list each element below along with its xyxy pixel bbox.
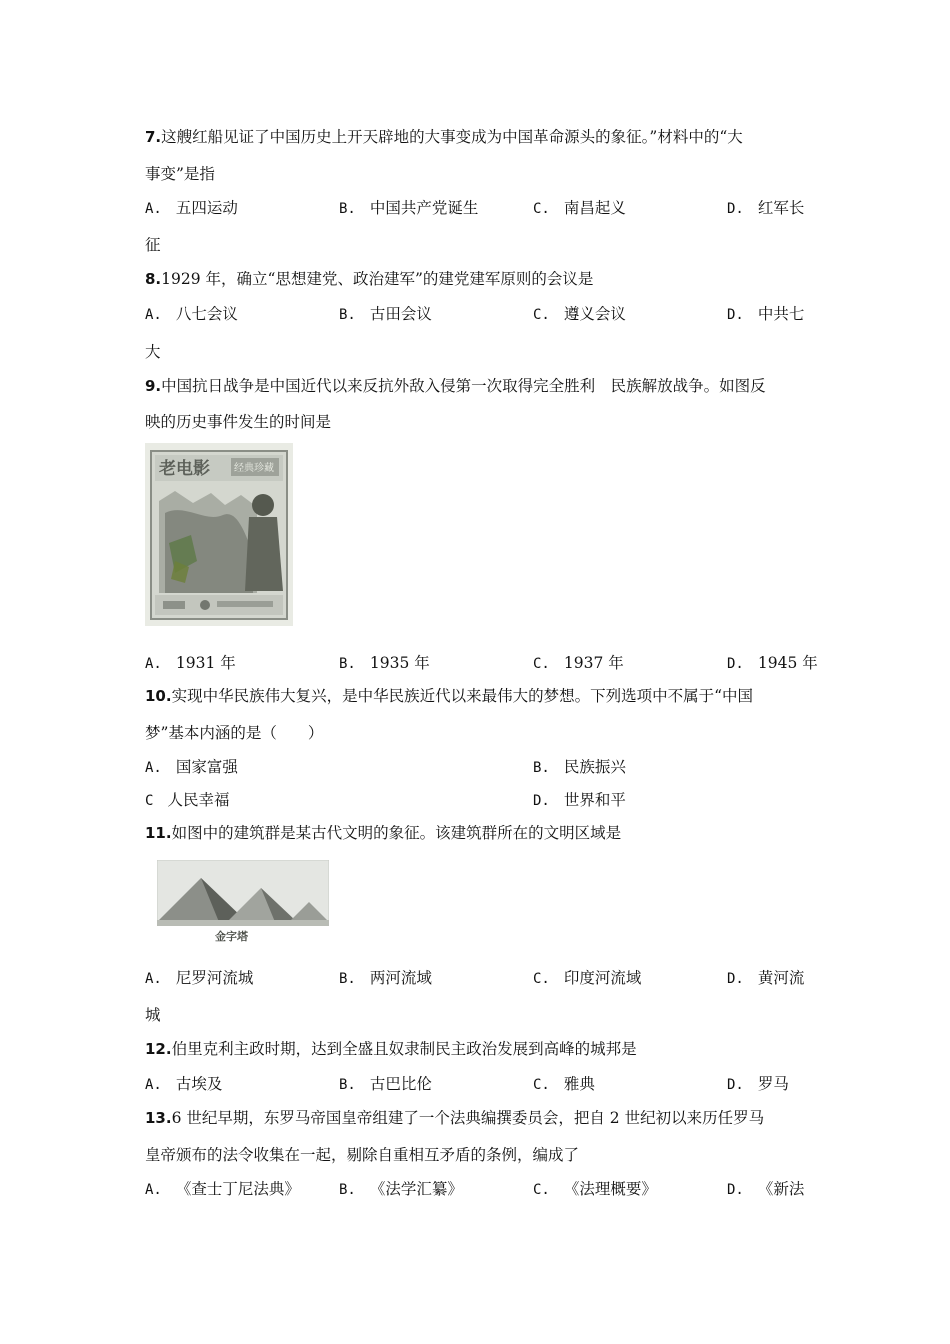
q9-text: 中国抗日战争是中国近代以来反抗外敌入侵第一次取得完全胜利 民族解放战争。如图反 <box>161 377 766 395</box>
q11-option-d[interactable]: D. 黄河流 <box>727 969 805 987</box>
q9-option-c[interactable]: C. 1937 年 <box>533 654 624 672</box>
q9-option-b[interactable]: B. 1935 年 <box>339 654 430 672</box>
q12-option-d[interactable]: D. 罗马 <box>727 1075 789 1093</box>
q13-number: 13. <box>145 1109 172 1127</box>
q9-option-d[interactable]: D. 1945 年 <box>727 654 818 672</box>
q13-text: 6 世纪早期，东罗马帝国皇帝组建了一个法典编撰委员会，把自 2 世纪初以来历任罗马 <box>171 1109 765 1127</box>
poster-badge-text: 经典珍藏 <box>234 463 274 474</box>
q13-stem-line2: 皇帝颁布的法令收集在一起，剔除自重相互矛盾的条例，编成了 <box>145 1146 580 1164</box>
q10-option-a[interactable]: A. 国家富强 <box>145 758 238 776</box>
pyramid-image <box>157 860 329 944</box>
q13-stem-line1 <box>145 1107 764 1129</box>
q8-option-b[interactable]: B. 古田会议 <box>339 305 432 323</box>
movie-poster-image <box>145 443 293 626</box>
q12-text: 伯里克利主政时期，达到全盛且奴隶制民主政治发展到高峰的城邦是 <box>171 1040 637 1058</box>
q8-option-c[interactable]: C. 遵义会议 <box>533 305 626 323</box>
q7-stem-line1 <box>145 126 743 148</box>
q8-stem-line1 <box>145 268 593 290</box>
q12-option-b[interactable]: B. 古巴比伦 <box>339 1075 432 1093</box>
q11-option-b[interactable]: B. 两河流域 <box>339 969 432 987</box>
q13-option-b[interactable]: B. 《法学汇纂》 <box>339 1180 463 1198</box>
q10-option-c[interactable]: C 人民幸福 <box>145 791 230 809</box>
q11-text: 如图中的建筑群是某古代文明的象征。该建筑群所在的文明区域是 <box>171 824 622 842</box>
q8-option-d-wrap: 大 <box>145 343 161 361</box>
q7-text: 这艘红船见证了中国历史上开天辟地的大事变成为中国革命源头的象征。”材料中的“大 <box>161 128 743 146</box>
q10-number: 10. <box>145 687 172 705</box>
q13-option-d[interactable]: D. 《新法 <box>727 1180 805 1198</box>
q7-option-a[interactable]: A. 五四运动 <box>145 199 238 217</box>
q11-number: 11. <box>145 824 172 842</box>
q11-option-c[interactable]: C. 印度河流域 <box>533 969 642 987</box>
q8-option-d[interactable]: D. 中共七 <box>727 305 805 323</box>
q7-stem-line2: 事变”是指 <box>145 165 215 183</box>
q7-number: 7. <box>145 128 162 146</box>
movie-poster-figure <box>145 443 293 626</box>
q7-option-c[interactable]: C. 南昌起义 <box>533 199 626 217</box>
q7-option-b[interactable]: B. 中国共产党诞生 <box>339 199 479 217</box>
q13-option-a[interactable]: A. 《查士丁尼法典》 <box>145 1180 300 1198</box>
q8-text: 1929 年，确立“思想建党、政治建军”的建党建军原则的会议是 <box>161 270 594 288</box>
q12-stem-line1 <box>145 1038 637 1060</box>
q9-stem-line2: 映的历史事件发生的时间是 <box>145 413 332 431</box>
q12-option-a[interactable]: A. 古埃及 <box>145 1075 223 1093</box>
q12-option-c[interactable]: C. 雅典 <box>533 1075 595 1093</box>
q11-stem-line1 <box>145 822 621 844</box>
pyramid-caption: 金字塔 <box>215 930 248 943</box>
q7-option-d[interactable]: D. 红军长 <box>727 199 805 217</box>
q10-text: 实现中华民族伟大复兴，是中华民族近代以来最伟大的梦想。下列选项中不属于“中国 <box>171 687 754 705</box>
q10-stem-line2: 梦”基本内涵的是（ ） <box>145 724 324 742</box>
q11-option-a[interactable]: A. 尼罗河流城 <box>145 969 254 987</box>
q8-number: 8. <box>145 270 162 288</box>
q10-stem-line1 <box>145 685 753 707</box>
pyramid-figure <box>157 860 329 944</box>
poster-title-text: 老电影 <box>159 459 210 479</box>
q9-option-a[interactable]: A. 1931 年 <box>145 654 236 672</box>
q12-number: 12. <box>145 1040 172 1058</box>
q9-stem-line1 <box>145 375 766 397</box>
q13-option-c[interactable]: C. 《法理概要》 <box>533 1180 657 1198</box>
q9-number: 9. <box>145 377 162 395</box>
q8-option-a[interactable]: A. 八七会议 <box>145 305 238 323</box>
q10-option-d[interactable]: D. 世界和平 <box>533 791 626 809</box>
q10-option-b[interactable]: B. 民族振兴 <box>533 758 626 776</box>
q11-option-d-wrap: 城 <box>145 1006 161 1024</box>
q7-option-d-wrap: 征 <box>145 236 161 254</box>
